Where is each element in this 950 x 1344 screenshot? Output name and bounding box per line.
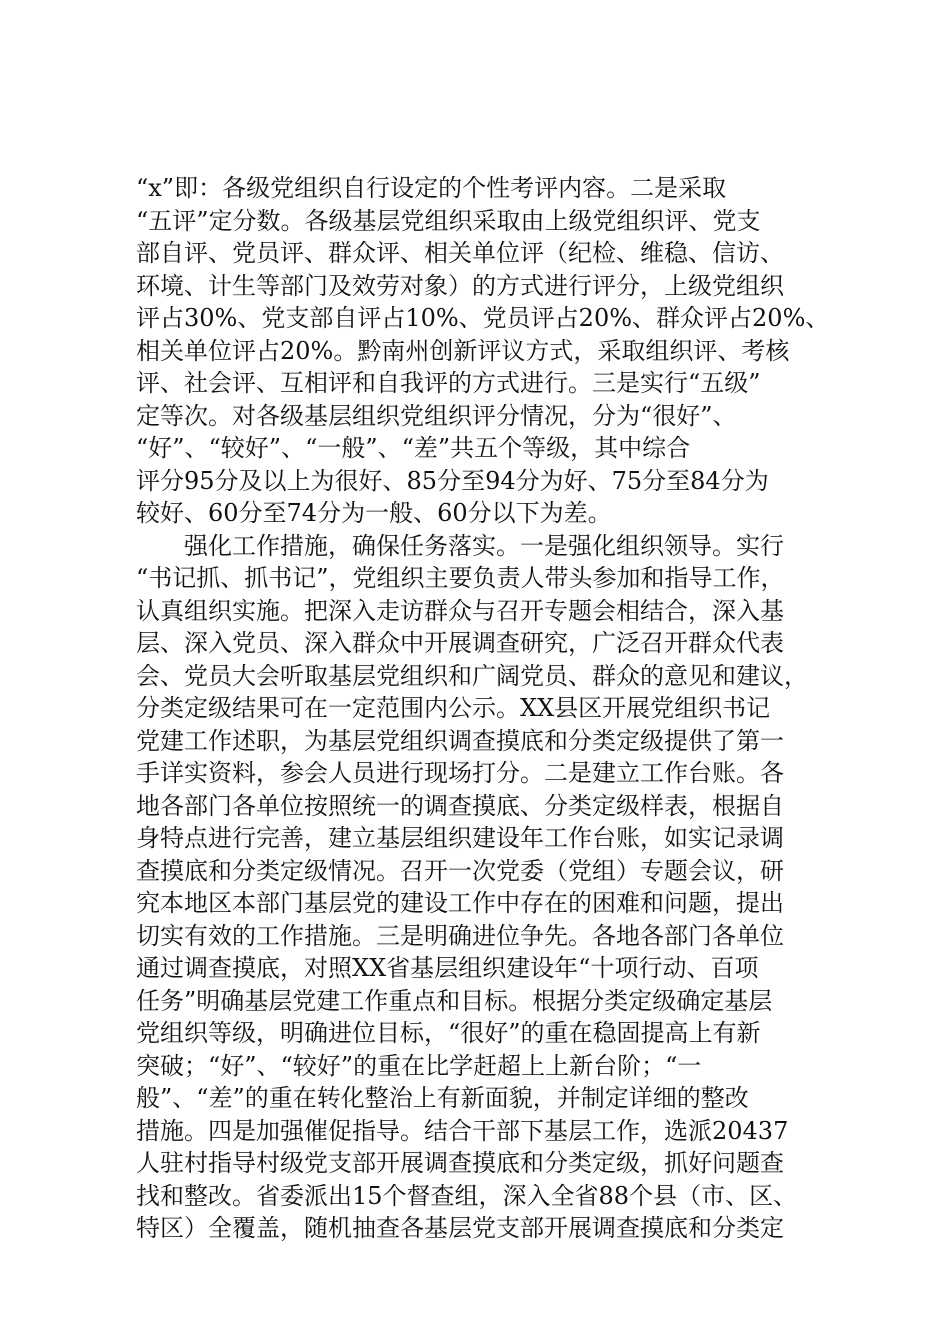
text-line: “书记抓、抓书记”，党组织主要负责人带头参加和指导工作， [136,564,785,592]
text-line: 切实有效的工作措施。三是明确进位争先。各地各部门各单位 [136,921,784,950]
text-line: 查摸底和分类定级情况。召开一次党委（党组）专题会议，研 [136,856,784,885]
text-line: 人驻村指导村级党支部开展调查摸底和分类定级，抓好问题查 [136,1149,784,1177]
text-line: 评、社会评、互相评和自我评的方式进行。三是实行“五级” [136,369,761,397]
text-line: 究本地区本部门基层党的建设工作中存在的困难和问题，提出 [136,889,784,917]
text-line: 任务”明确基层党建工作重点和目标。根据分类定级确定基层 [136,986,773,1015]
body-text [136,172,836,1245]
text-line: 分类定级结果可在一定范围内公示。XX县区开展党组织书记 [136,694,771,722]
text-line: 特区）全覆盖，随机抽查各基层党支部开展调查摸底和分类定 [136,1214,784,1242]
text-line: 党建工作述职，为基层党组织调查摸底和分类定级提供了第一 [136,726,784,755]
text-line: 手详实资料，参会人员进行现场打分。二是建立工作台账。各 [136,759,784,787]
text-line: 环境、计生等部门及效劳对象）的方式进行评分，上级党组织 [136,271,784,300]
text-line: 认真组织实施。把深入走访群众与召开专题会相结合，深入基 [136,596,784,625]
text-line: 般”、“差”的重在转化整治上有新面貌，并制定详细的整改 [136,1084,749,1112]
text-line: 找和整改。省委派出15个督查组，深入全省88个县（市、区、 [136,1181,798,1210]
text-line: 措施。四是加强催促指导。结合干部下基层工作，选派20437 [136,1116,789,1145]
text-line: 地各部门各单位按照统一的调查摸底、分类定级样表，根据自 [136,791,784,820]
text-line: 评分95分及以上为很好、85分至94分为好、75分至84分为 [136,466,769,495]
text-line: 定等次。对各级基层组织党组织评分情况，分为“很好”、 [136,401,737,430]
paragraph-start-line: 强化工作措施，确保任务落实。一是强化组织领导。实行 [184,531,784,560]
text-line: 层、深入党员、深入群众中开展调查研究，广泛召开群众代表 [136,629,784,657]
text-line: 通过调查摸底，对照XX省基层组织建设年“十项行动、百项 [136,954,759,982]
text-line: 会、党员大会听取基层党组织和广阔党员、群众的意见和建议， [136,661,808,690]
text-line: 相关单位评占20%。黔南州创新评议方式，采取组织评、考核 [136,336,790,365]
text-line: 突破；“好”、“较好”的重在比学赶超上上新台阶；“一 [136,1051,702,1080]
text-line: 评占30%、党支部自评占10%、党员评占20%、群众评占20%、 [136,304,830,332]
text-line: “五评”定分数。各级基层党组织采取由上级党组织评、党支 [136,206,761,235]
text-line: “x”即：各级党组织自行设定的个性考评内容。二是采取 [136,174,727,202]
text-line: 部自评、党员评、群众评、相关单位评（纪检、维稳、信访、 [136,239,784,267]
text-line: 较好、60分至74分为一般、60分以下为差。 [136,499,612,527]
text-line: “好”、“较好”、“一般”、“差”共五个等级，其中综合 [136,434,691,462]
text-line: 身特点进行完善，建立基层组织建设年工作台账，如实记录调 [136,824,784,852]
text-line: 党组织等级，明确进位目标，“很好”的重在稳固提高上有新 [136,1019,761,1047]
